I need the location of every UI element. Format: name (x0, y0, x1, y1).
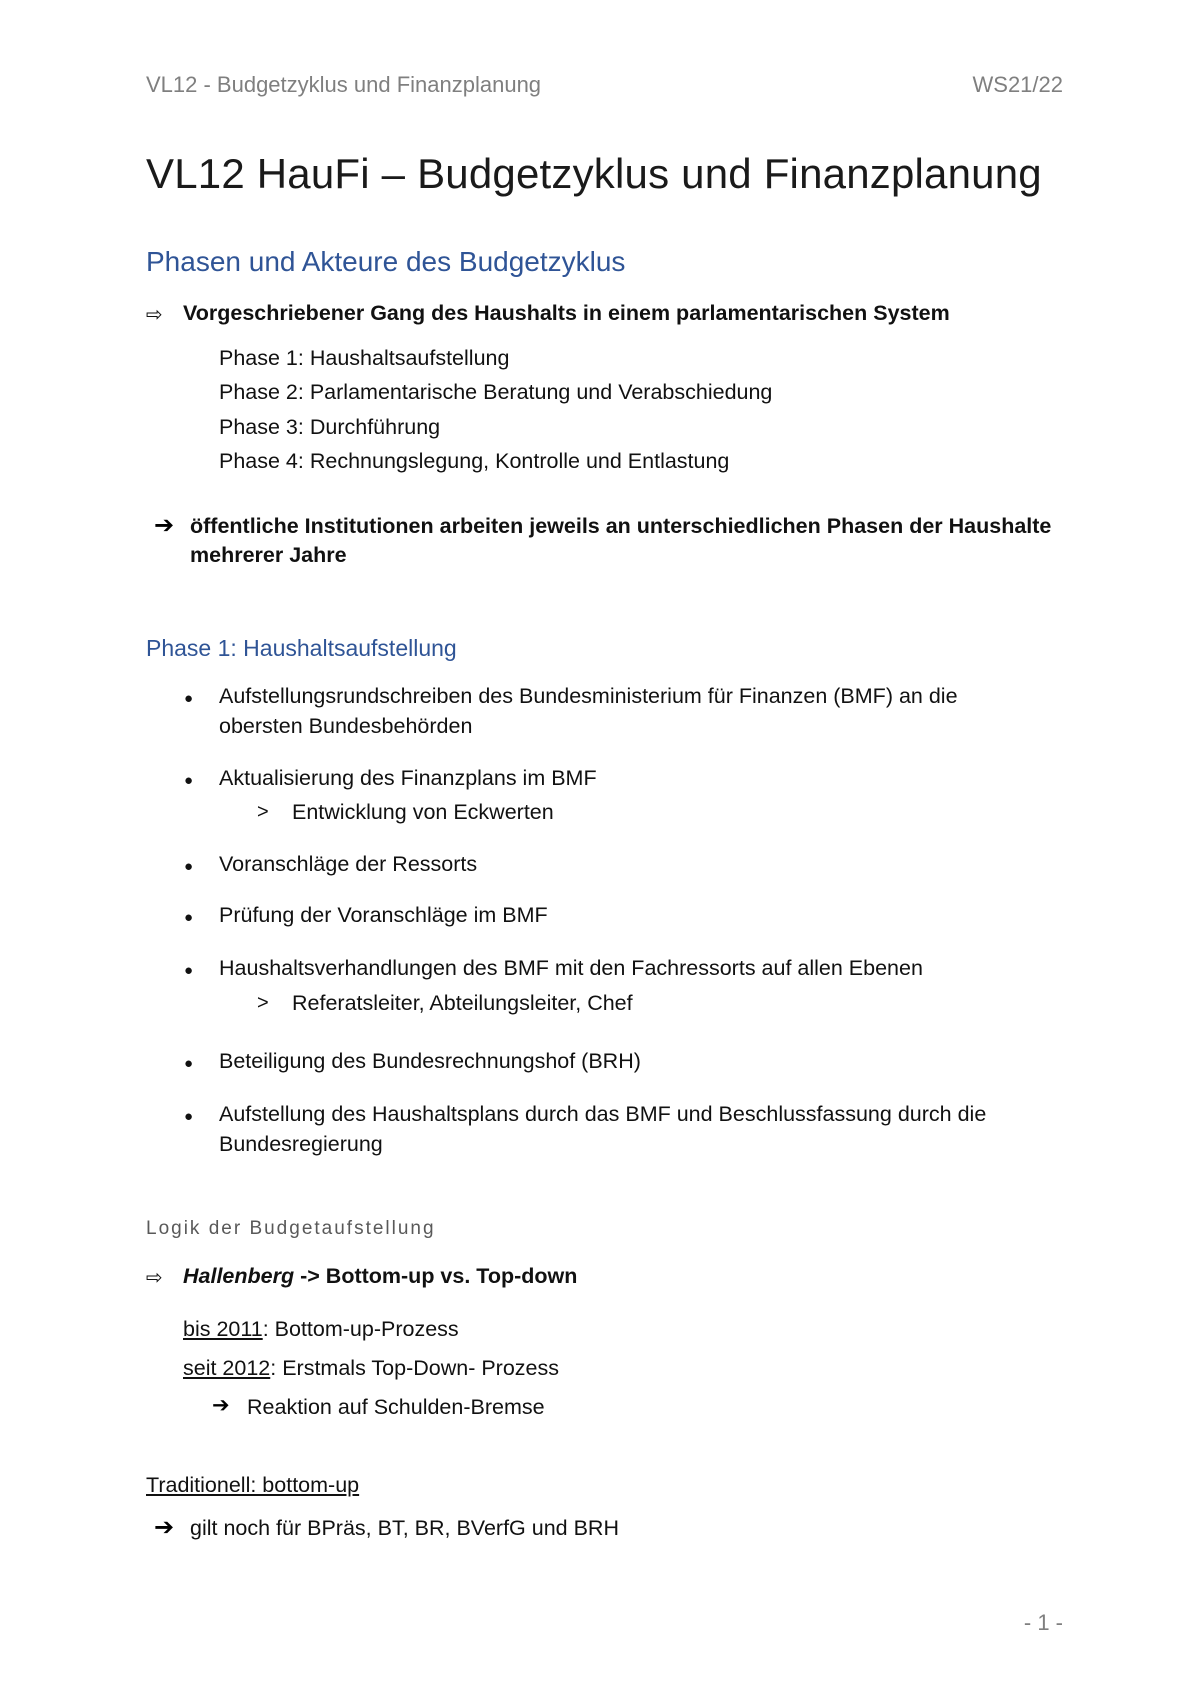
author-name: Hallenberg (183, 1264, 295, 1288)
solid-arrow-icon: ➔ (154, 512, 175, 539)
bullet-icon: ● (184, 962, 194, 979)
timeline-row (183, 1317, 459, 1342)
list-item: Aktualisierung des Finanzplans im BMF (219, 766, 597, 790)
section-heading-phase1: Phase 1: Haushaltsaufstellung (146, 635, 457, 661)
timeline-text: : Bottom-up-Prozess (262, 1317, 459, 1341)
section1-conclusion-line1: öffentliche Institutionen arbeiten jeweils an unterschiedlichen Phasen der Haushalte (190, 514, 1052, 538)
reaction-text: Reaktion auf Schulden-Bremse (247, 1395, 545, 1419)
list-item: Beteiligung des Bundesrechnungshof (BRH) (219, 1049, 641, 1073)
timeline-label: bis 2011 (183, 1317, 263, 1341)
list-item: Voranschläge der Ressorts (219, 852, 478, 876)
subsection-heading-budget-logic: Logik der Budgetaufstellung (146, 1218, 436, 1239)
list-item: Prüfung der Voranschläge im BMF (219, 903, 548, 927)
timeline-text: : Erstmals Top-Down- Prozess (270, 1356, 560, 1380)
section1-conclusion-line2: mehrerer Jahre (190, 543, 347, 567)
section-heading-phases-actors: Phasen und Akteure des Budgetzyklus (146, 246, 626, 277)
page-number: - 1 - (1023, 1610, 1063, 1635)
solid-arrow-icon: ➔ (154, 1514, 175, 1541)
phase-item: Phase 1: Haushaltsaufstellung (219, 346, 510, 370)
greater-than-icon: > (257, 801, 269, 823)
traditional-heading: Traditionell: bottom-up (146, 1473, 360, 1497)
running-header-title: VL12 - Budgetzyklus und Finanzplanung (146, 72, 542, 97)
section3-lead-rest: -> Bottom-up vs. Top-down (300, 1264, 578, 1288)
bullet-icon: ● (184, 1055, 194, 1072)
bullet-icon: ● (184, 772, 194, 789)
bullet-icon: ● (184, 1108, 194, 1125)
timeline-row (183, 1356, 559, 1381)
solid-arrow-icon: ➔ (212, 1394, 230, 1417)
phase-item: Phase 3: Durchführung (219, 415, 441, 439)
list-item-continuation: obersten Bundesbehörden (219, 714, 473, 738)
list-item: Aufstellungsrundschreiben des Bundesministerium für Finanzen (BMF) an die (219, 684, 958, 708)
section1-lead: Vorgeschriebener Gang des Haushalts in einem parlamentarischen System (183, 301, 950, 325)
traditional-text: gilt noch für BPräs, BT, BR, BVerfG und BRH (190, 1516, 619, 1540)
bullet-icon: ● (184, 690, 194, 707)
sub-list-item: Entwicklung von Eckwerten (292, 800, 554, 824)
bullet-icon: ● (184, 909, 194, 926)
open-arrow-icon: ⇨ (146, 304, 163, 326)
open-arrow-icon: ⇨ (146, 1267, 163, 1289)
bullet-icon: ● (184, 858, 194, 875)
list-item: Haushaltsverhandlungen des BMF mit den Fachressorts auf allen Ebenen (219, 956, 923, 980)
list-item-continuation: Bundesregierung (219, 1132, 383, 1156)
running-header-semester: WS21/22 (972, 72, 1063, 97)
timeline-label: seit 2012 (183, 1356, 271, 1380)
document-title: VL12 HauFi – Budgetzyklus und Finanzplanung (146, 150, 1042, 197)
sub-list-item: Referatsleiter, Abteilungsleiter, Chef (292, 991, 633, 1015)
phase-item: Phase 2: Parlamentarische Beratung und Verabschiedung (219, 380, 773, 404)
list-item: Aufstellung des Haushaltsplans durch das BMF und Beschlussfassung durch die (219, 1102, 987, 1126)
section3-lead (183, 1264, 577, 1289)
phase-item: Phase 4: Rechnungslegung, Kontrolle und Entlastung (219, 449, 730, 473)
greater-than-icon: > (257, 992, 269, 1014)
